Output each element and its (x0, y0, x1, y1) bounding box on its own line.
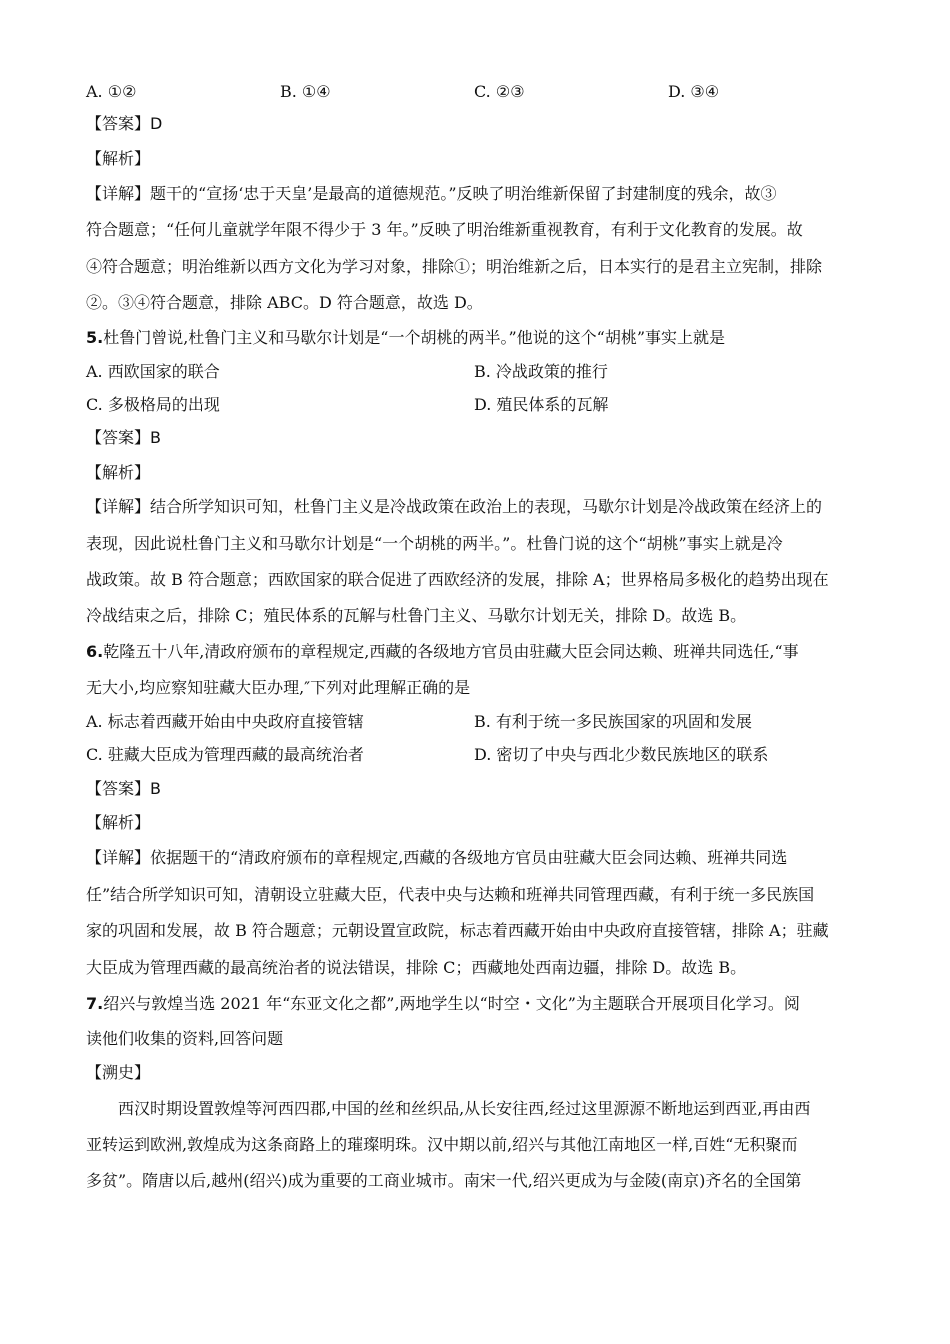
q6-analysis-label: 【解析】 (86, 813, 151, 832)
q5-option-b: B. 冷战政策的推行 (474, 362, 608, 381)
q6-option-c: C. 驻藏大臣成为管理西藏的最高统治者 (86, 745, 364, 764)
q4-detail-line-3: ④符合题意；明治维新以西方文化为学习对象，排除①；明治维新之后，日本实行的是君主立宪制，排除 (86, 257, 823, 276)
answer-value: B (150, 428, 161, 447)
answer-value: D (150, 114, 163, 133)
q6-detail-line-2: 任”结合所学知识可知，清朝设立驻藏大臣，代表中央与达赖和班禅共同管理西藏，有利于统一多民族国 (86, 885, 815, 904)
question-number: 7. (86, 994, 104, 1013)
q6-stem-line-2: 无大小,均应察知驻藏大臣办理,″下列对此理解正确的是 (86, 678, 471, 697)
question-number: 5. (86, 328, 104, 347)
question-text: 杜鲁门曾说,杜鲁门主义和马歇尔计划是“一个胡桃的两半。”他说的这个“胡桃”事实上就是 (103, 328, 726, 347)
detail-label: 【详解】 (86, 848, 151, 867)
q4-detail-line-1 (86, 184, 777, 204)
q6-detail-line-4: 大臣成为管理西藏的最高统治者的说法错误，排除 C；西藏地处西南边疆，排除 D。故选 B。 (86, 958, 747, 977)
q4-detail-line-4: ②。③④符合题意，排除 ABC。D 符合题意，故选 D。 (86, 293, 483, 312)
q5-option-c: C. 多极格局的出现 (86, 395, 220, 414)
q5-detail-line-3: 战政策。故 B 符合题意；西欧国家的联合促进了西欧经济的发展，排除 A；世界格局多极化的趋势出现在 (86, 570, 829, 589)
detail-text: 依据题干的“清政府颁布的章程规定,西藏的各级地方官员由驻藏大臣会同达赖、班禅共同选 (150, 848, 788, 867)
q4-analysis-label: 【解析】 (86, 149, 151, 168)
q7-body-line-1: 西汉时期设置敦煌等河西四郡,中国的丝和丝织品,从长安往西,经过这里源源不断地运到西亚,再由西 (118, 1099, 811, 1118)
answer-label: 【答案】 (86, 428, 151, 447)
question-number: 6. (86, 642, 104, 661)
q6-detail-line-3: 家的巩固和发展，故 B 符合题意；元朝设置宣政院，标志着西藏开始由中央政府直接管辖，排除 A；驻藏 (86, 921, 829, 940)
answer-label: 【答案】 (86, 114, 151, 133)
q4-option-d: D. ③④ (668, 82, 720, 101)
detail-text: 结合所学知识可知，杜鲁门主义是冷战政策在政治上的表现，马歇尔计划是冷战政策在经济上的 (150, 497, 823, 516)
q4-answer (86, 114, 162, 134)
q7-body-line-2: 亚转运到欧洲,敦煌成为这条商路上的璀璨明珠。汉中期以前,绍兴与其他江南地区一样,百姓“无积聚而 (86, 1135, 798, 1154)
detail-text: 题干的“宣扬‘忠于天皇’是最高的道德规范。”反映了明治维新保留了封建制度的残余，故③ (150, 184, 777, 203)
q7-section-label: 【溯史】 (86, 1063, 151, 1082)
q5-option-a: A. 西欧国家的联合 (86, 362, 220, 381)
q5-stem (86, 328, 725, 348)
q4-detail-line-2: 符合题意；“任何儿童就学年限不得少于 3 年。”反映了明治维新重视教育，有利于文化教育的发展。故 (86, 220, 803, 239)
q6-stem-line-1 (86, 642, 799, 662)
q7-stem-line-1 (86, 994, 800, 1014)
q5-detail-line-2: 表现，因此说杜鲁门主义和马歇尔计划是“一个胡桃的两半。”。杜鲁门说的这个“胡桃”事实上就是冷 (86, 534, 783, 553)
q5-detail-line-4: 冷战结束之后，排除 C；殖民体系的瓦解与杜鲁门主义、马歇尔计划无关，排除 D。故选 B。 (86, 606, 747, 625)
answer-label: 【答案】 (86, 779, 151, 798)
q6-detail-line-1 (86, 848, 787, 868)
q4-option-a: A. ①② (86, 82, 137, 101)
answer-value: B (150, 779, 161, 798)
q5-detail-line-1 (86, 497, 822, 517)
q5-option-d: D. 殖民体系的瓦解 (474, 395, 609, 414)
q7-body-line-3: 多贫”。隋唐以后,越州(绍兴)成为重要的工商业城市。南宋一代,绍兴更成为与金陵(南京)齐名的全国第 (86, 1171, 802, 1190)
q5-analysis-label: 【解析】 (86, 463, 151, 482)
detail-label: 【详解】 (86, 184, 151, 203)
q4-option-c: C. ②③ (474, 82, 525, 101)
question-text: 绍兴与敦煌当选 2021 年“东亚文化之都”,两地学生以“时空・文化”为主题联合开展项目化学习。阅 (103, 994, 800, 1013)
q4-option-b: B. ①④ (280, 82, 331, 101)
q6-option-a: A. 标志着西藏开始由中央政府直接管辖 (86, 712, 364, 731)
q6-answer (86, 779, 161, 799)
q5-answer (86, 428, 161, 448)
detail-label: 【详解】 (86, 497, 151, 516)
q7-stem-line-2: 读他们收集的资料,回答问题 (86, 1029, 284, 1048)
q6-option-d: D. 密切了中央与西北少数民族地区的联系 (474, 745, 769, 764)
question-text: 乾隆五十八年,清政府颁布的章程规定,西藏的各级地方官员由驻藏大臣会同达赖、班禅共同选任,“事 (103, 642, 799, 661)
q6-option-b: B. 有利于统一多民族国家的巩固和发展 (474, 712, 752, 731)
